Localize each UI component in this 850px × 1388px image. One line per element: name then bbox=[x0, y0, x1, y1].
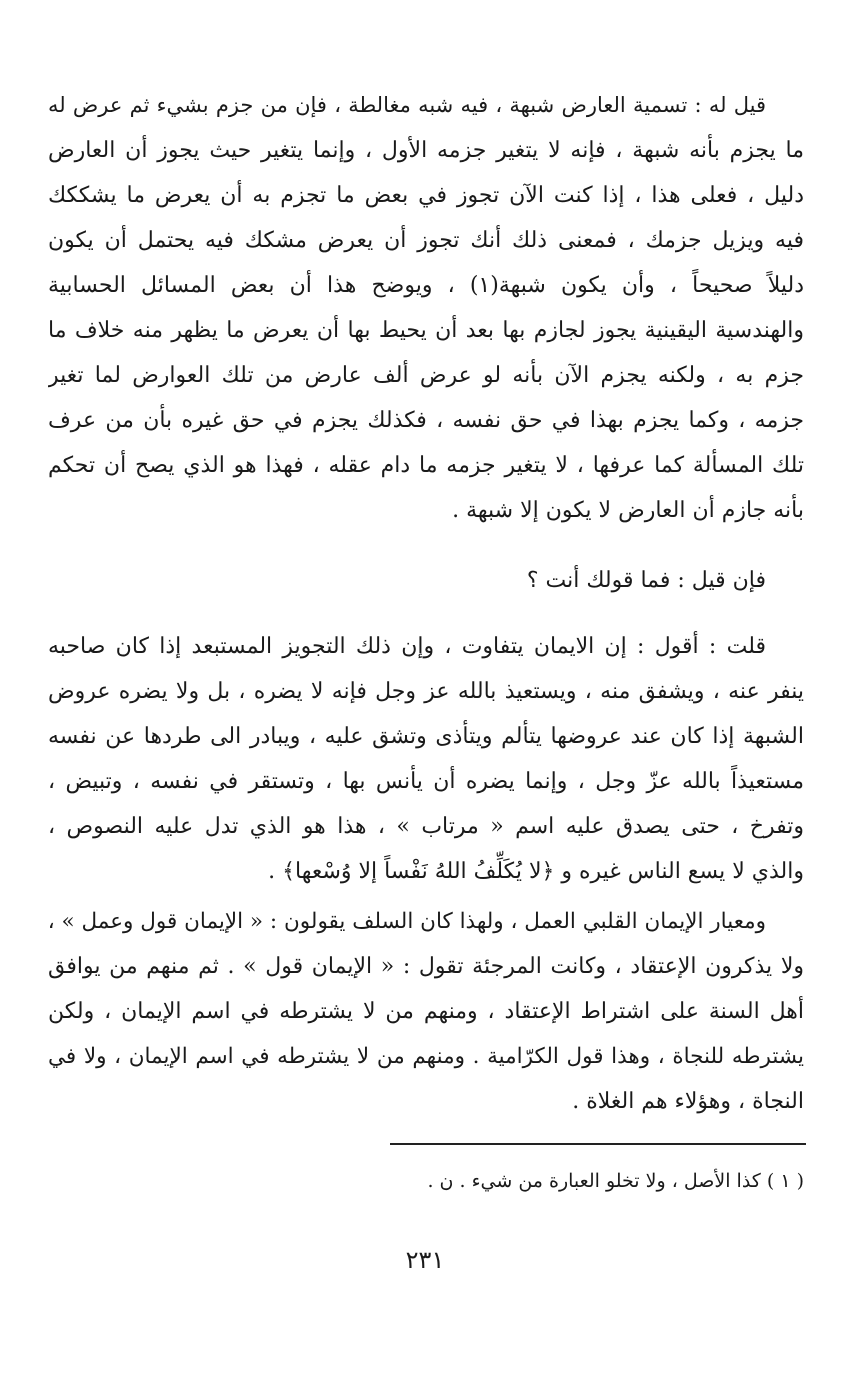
text-line: وتفرخ ، حتى يصدق عليه اسم « مرتاب » ، هذا هو الذي تدل عليه النصوص ، bbox=[48, 814, 804, 839]
text-line: ولا يذكرون الإعتقاد ، وكانت المرجئة تقول : « الإيمان قول » . ثم منهم من يوافق bbox=[48, 954, 804, 979]
text-line: دليل ، فعلى هذا ، إذا كنت الآن تجوز في بعض ما تجزم به أن يعرض ما يشككك bbox=[48, 183, 804, 208]
text-line: بأنه جازم أن العارض لا يكون إلا شبهة . bbox=[452, 498, 804, 523]
text-line: ومعيار الإيمان القلبي العمل ، ولهذا كان السلف يقولون : « الإيمان قول وعمل » ، bbox=[48, 909, 766, 934]
paragraph-faith-criterion bbox=[48, 899, 804, 1124]
text-line: قيل له : تسمية العارض شبهة ، فيه شبه مغالطة ، فإن من جزم بشيء ثم عرض له bbox=[48, 93, 766, 117]
text-line: فيه ويزيل جزمك ، فمعنى ذلك أنك تجوز أن يعرض مشكك فيه يحتمل أن يكون bbox=[48, 228, 804, 253]
text-line: تلك المسألة كما عرفها ، لا يتغير جزمه ما دام عقله ، فهذا هو الذي يصح أن تحكم bbox=[48, 453, 804, 478]
text-line: والهندسية اليقينية يجوز لجازم بها بعد أن يحيط بها أن يعرض ما يظهر منه خلاف ما bbox=[48, 318, 804, 343]
text-line: النجاة ، وهؤلاء هم الغلاة . bbox=[572, 1089, 804, 1114]
text-line: جزمه ، وكما يجزم بهذا في حق نفسه ، فكذلك يجزم في حق غيره بأن من عرف bbox=[48, 408, 804, 433]
paragraph-answer bbox=[48, 624, 804, 894]
text-line: أهل السنة على اشتراط الإعتقاد ، ومنهم من لا يشترطه في اسم الإيمان ، ولكن bbox=[48, 999, 804, 1024]
text-line: الشبهة إذا كان عند عروضها يتألم ويتأذى وتشق عليه ، ويبادر الى طردها عن نفسه bbox=[48, 724, 804, 749]
footnote-divider bbox=[390, 1143, 806, 1145]
page-number: ٢٣١ bbox=[405, 1246, 445, 1274]
text-line: فإن قيل : فما قولك أنت ؟ bbox=[526, 568, 766, 593]
paragraph-question bbox=[48, 558, 804, 603]
text-line: مستعيذاً بالله عزّ وجل ، وإنما يضره أن يأنس بها ، وتستقر في نفسه ، وتبيض ، bbox=[48, 769, 804, 794]
text-line: دليلاً صحيحاً ، وأن يكون شبهة(١) ، ويوضح هذا أن بعض المسائل الحسابية bbox=[48, 273, 804, 298]
text-line: قلت : أقول : إن الايمان يتفاوت ، وإن ذلك التجويز المستبعد إذا كان صاحبه bbox=[48, 634, 766, 659]
text-line: والذي لا يسع الناس غيره و ﴿لا يُكَلِّفُ اللهُ نَفْساً إلا وُسْعها﴾ . bbox=[268, 859, 804, 884]
paragraph-objection-reply bbox=[48, 83, 804, 533]
footnote: ( ١ ) كذا الأصل ، ولا تخلو العبارة من شيء . ن . bbox=[427, 1170, 804, 1192]
text-line: ما يجزم بأنه شبهة ، فإنه لا يتغير جزمه الأول ، وإنما يتغير حيث يجوز أن العارض bbox=[48, 138, 804, 163]
text-line: ينفر عنه ، ويشفق منه ، ويستعيذ بالله عز وجل فإنه لا يضره ، بل ولا يضره عروض bbox=[48, 679, 804, 704]
text-line: يشترطه للنجاة ، وهذا قول الكرّامية . ومنهم من لا يشترطه في اسم الإيمان ، ولا في bbox=[48, 1044, 804, 1069]
text-line: جزم به ، ولكنه يجزم الآن بأنه لو عرض ألف عارض من تلك العوارض لما تغير bbox=[48, 363, 804, 388]
